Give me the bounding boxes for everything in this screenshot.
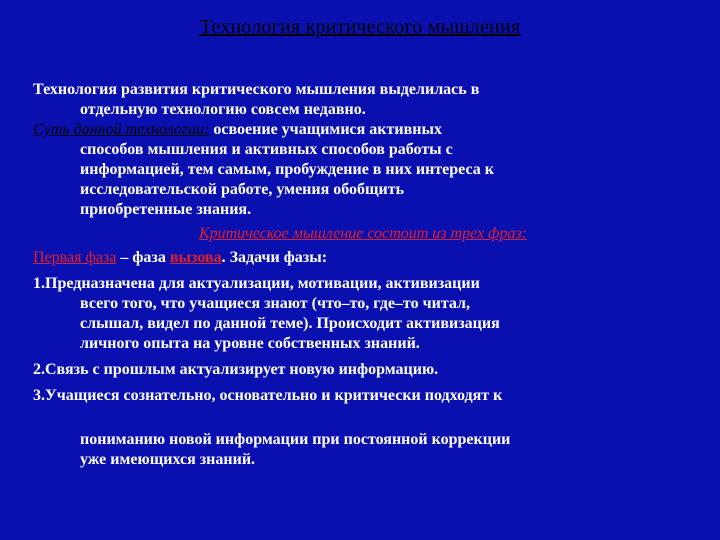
essence-line-4: исследовательской работе, умения обобщить (80, 181, 405, 198)
task-item-1 (33, 274, 693, 354)
slide-body (33, 80, 693, 470)
task-2-text: 2.Связь с прошлым актуализирует новую информацию. (33, 361, 439, 378)
intro-line-2: отдельную технологию совсем недавно. (80, 101, 366, 118)
phase-one-rest: . Задачи фазы: (221, 249, 328, 266)
phases-heading: Критическое мышление состоит из трех фраз: (198, 225, 528, 242)
task-3-line-3: уже имеющихся знаний. (80, 451, 256, 468)
task-1-line-2: всего того, что учащиеся знают (что–то, где–то читал, (80, 295, 470, 312)
task-1-line-3: слышал, видел по данной теме). Происходит активизация (80, 315, 500, 332)
essence-line-5: приобретенные знания. (80, 201, 252, 218)
slide-title: Технология критического мышления (199, 16, 521, 38)
phase-one-dash: – фаза (116, 249, 170, 266)
phases-heading-row (33, 224, 693, 244)
essence-paragraph (33, 120, 693, 220)
task-item-2 (33, 360, 693, 380)
phase-one-label: Первая фаза (33, 249, 117, 266)
intro-paragraph (33, 80, 693, 120)
phase-one-row (33, 248, 693, 268)
essence-line-2: способов мышления и активных способов работы с (80, 141, 453, 158)
essence-line-3: информацией, тем самым, пробуждение в них интереса к (80, 161, 494, 178)
essence-line-1: освоение учащимися активных (209, 121, 442, 138)
intro-line-1: Технология развития критического мышления выделилась в (33, 81, 480, 98)
task-item-3 (33, 386, 693, 406)
task-item-3-cont (33, 430, 693, 470)
task-3-line-1: 3.Учащиеся сознательно, основательно и критически подходят к (33, 387, 503, 404)
task-1-line-4: личного опыта на уровне собственных знаний. (80, 335, 420, 352)
phase-one-name: вызова (169, 249, 222, 266)
task-3-line-2: пониманию новой информации при постоянной коррекции (80, 431, 511, 448)
essence-label: Суть данной технологии: (33, 121, 210, 138)
task-1-line-1: 1.Предназначена для актуализации, мотивации, активизации (33, 275, 480, 292)
